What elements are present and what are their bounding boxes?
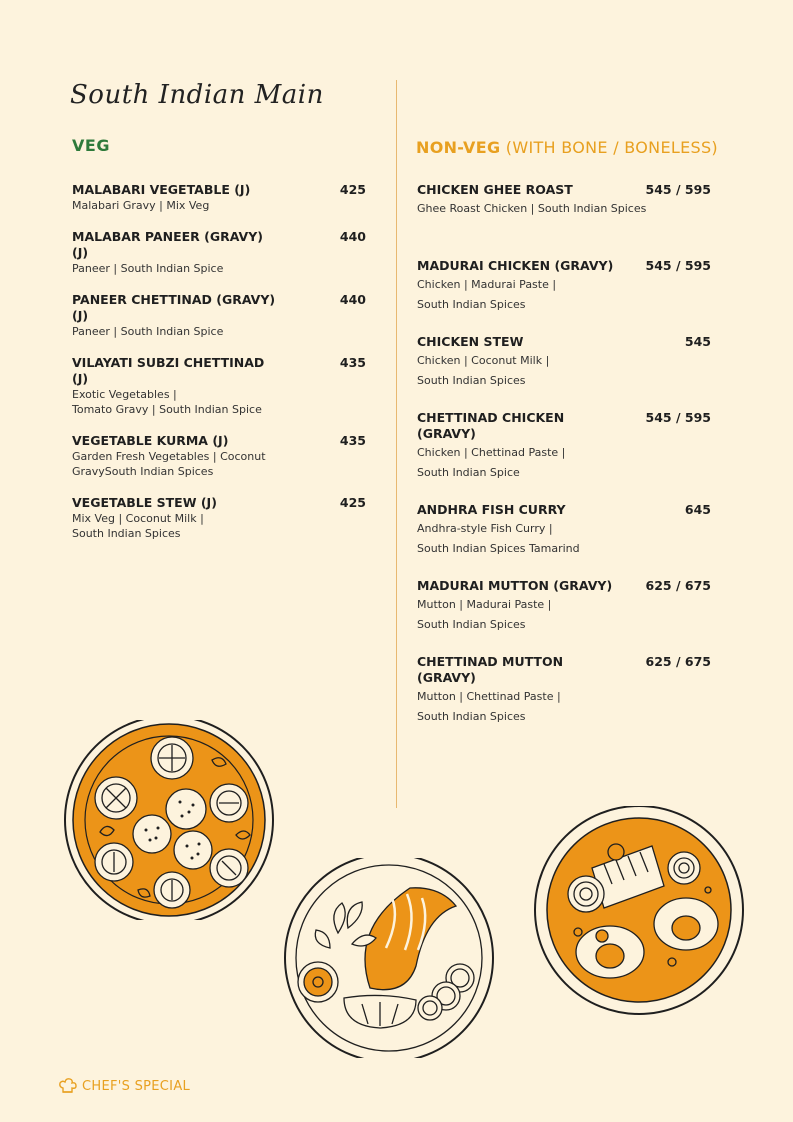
menu-item xyxy=(72,182,366,213)
page-title: South Indian Main xyxy=(70,80,324,110)
item-description: South Indian Spices xyxy=(417,618,526,631)
item-description: Chicken | Madurai Paste | xyxy=(417,278,557,291)
item-name: PANEER CHETTINAD (GRAVY) (J) xyxy=(72,292,276,323)
item-description: Mutton | Madurai Paste | xyxy=(417,598,552,611)
item-description: Tomato Gravy | South Indian Spice xyxy=(72,403,262,416)
menu-item xyxy=(417,578,711,634)
item-description: South Indian Spices xyxy=(417,298,526,311)
item-description: Paneer | South Indian Spice xyxy=(72,262,224,275)
column-divider xyxy=(396,80,397,808)
item-price: 440 xyxy=(339,292,366,307)
menu-item xyxy=(72,292,366,339)
item-description: South Indian Spices xyxy=(72,527,181,540)
chefs-special-footer xyxy=(58,1076,190,1096)
menu-item xyxy=(72,433,366,479)
item-price: 435 xyxy=(339,355,366,370)
item-name: MADURAI CHICKEN (GRAVY) xyxy=(417,258,614,273)
item-price: 625 / 675 xyxy=(645,578,711,593)
item-description: Chicken | Chettinad Paste | xyxy=(417,446,566,459)
menu-item xyxy=(417,258,711,314)
item-description: Ghee Roast Chicken | South Indian Spices xyxy=(417,202,647,215)
item-price: 625 / 675 xyxy=(645,654,711,669)
item-name: VEGETABLE STEW (J) xyxy=(72,495,217,510)
item-price: 545 / 595 xyxy=(645,182,711,197)
nonveg-heading xyxy=(416,138,718,157)
item-name: ANDHRA FISH CURRY xyxy=(417,502,566,517)
item-description: Garden Fresh Vegetables | Coconut xyxy=(72,450,266,463)
item-name: CHICKEN STEW xyxy=(417,334,524,349)
item-price: 425 xyxy=(339,182,366,197)
item-description: South Indian Spice xyxy=(417,466,520,479)
item-description: Mutton | Chettinad Paste | xyxy=(417,690,561,703)
chef-hat-icon xyxy=(58,1076,78,1096)
item-description: Malabari Gravy | Mix Veg xyxy=(72,199,210,212)
item-name: CHETTINAD MUTTON (GRAVY) xyxy=(417,654,564,685)
veg-menu-list xyxy=(72,182,366,557)
item-description: Mix Veg | Coconut Milk | xyxy=(72,512,204,525)
item-name: MADURAI MUTTON (GRAVY) xyxy=(417,578,613,593)
item-price: 545 / 595 xyxy=(645,410,711,425)
item-description: Andhra-style Fish Curry | xyxy=(417,522,553,535)
item-price: 440 xyxy=(339,229,366,244)
menu-item xyxy=(72,355,366,417)
menu-item xyxy=(417,334,711,390)
item-price: 645 xyxy=(684,502,711,517)
menu-item xyxy=(417,654,711,726)
item-name: VEGETABLE KURMA (J) xyxy=(72,433,229,448)
item-name: VILAYATI SUBZI CHETTINAD (J) xyxy=(72,355,265,386)
item-price: 545 / 595 xyxy=(645,258,711,273)
egg-curry-plate-illustration xyxy=(532,806,746,1018)
item-name: CHETTINAD CHICKEN (GRAVY) xyxy=(417,410,565,441)
item-price: 435 xyxy=(339,433,366,448)
item-description: Exotic Vegetables | xyxy=(72,388,177,401)
item-description: GravySouth Indian Spices xyxy=(72,465,214,478)
nonveg-heading-main: NON-VEG xyxy=(416,138,501,157)
item-price: 425 xyxy=(339,495,366,510)
item-name: CHICKEN GHEE ROAST xyxy=(417,182,573,197)
item-price: 545 xyxy=(684,334,711,349)
item-description: South Indian Spices Tamarind xyxy=(417,542,580,555)
fish-curry-plate-illustration xyxy=(282,858,496,1058)
menu-item xyxy=(72,495,366,541)
item-name: MALABAR PANEER (GRAVY) (J) xyxy=(72,229,263,260)
menu-item xyxy=(417,410,711,482)
item-description: South Indian Spices xyxy=(417,374,526,387)
item-description: South Indian Spices xyxy=(417,710,526,723)
nonveg-heading-sub: (WITH BONE / BONELESS) xyxy=(505,138,718,157)
veg-curry-bowl-illustration xyxy=(62,720,276,920)
nonveg-menu-list xyxy=(417,182,711,746)
item-name: MALABARI VEGETABLE (J) xyxy=(72,182,251,197)
veg-heading: VEG xyxy=(72,136,110,155)
item-description: Paneer | South Indian Spice xyxy=(72,325,224,338)
menu-item xyxy=(417,502,711,558)
menu-item xyxy=(417,182,711,238)
menu-item xyxy=(72,229,366,276)
item-description xyxy=(417,220,711,238)
footer-label: CHEF'S SPECIAL xyxy=(82,1078,191,1094)
item-description: Chicken | Coconut Milk | xyxy=(417,354,550,367)
